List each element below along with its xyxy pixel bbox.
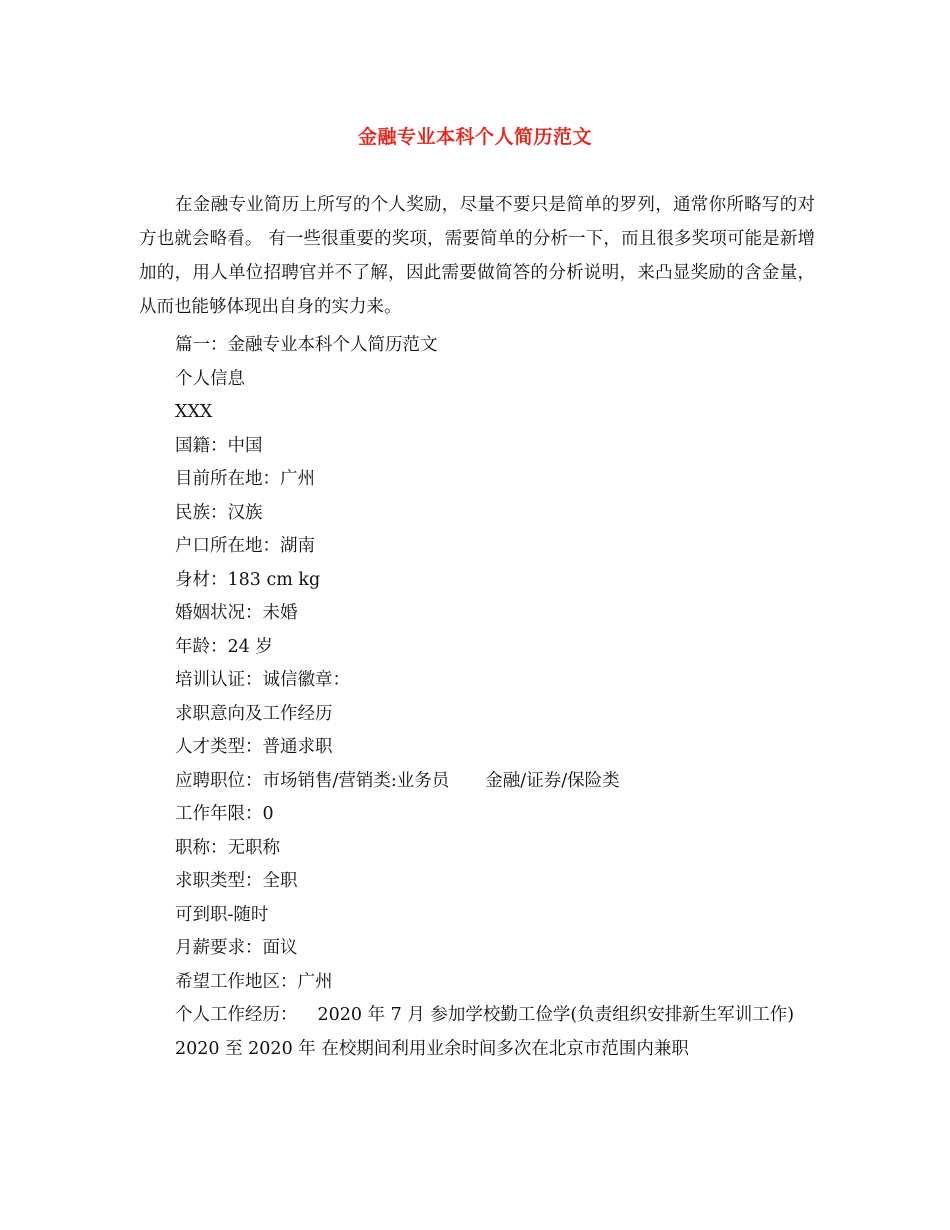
- talent-type-line: 人才类型：普通求职: [175, 737, 333, 757]
- nationality-line: 国籍：中国: [175, 435, 263, 456]
- resume-lines: [139, 329, 815, 1066]
- document-title: 金融专业本科个人简历范文: [357, 126, 592, 148]
- location-line: 目前所在地：广州: [175, 469, 315, 489]
- experience-line-1: [139, 999, 815, 1033]
- age-line: 年龄：24 岁: [175, 636, 273, 657]
- experience-entry-1: 2020 年 7 月 参加学校勤工俭学(负责组织安排新生军训工作): [317, 1005, 795, 1025]
- salary-line: 月薪要求：面议: [175, 938, 298, 958]
- name-line: XXX: [175, 402, 213, 422]
- intro-paragraph: 在金融专业简历上所写的个人奖励，尽量不要只是简单的罗列，通常你所略写的对方也就会略看。 有一些很重要的奖项，需要简单的分析一下，而且很多奖项可能是新增加的，用人单位招聘官并不了解，因此需要做简答的分析说明，来凸显奖励的含金量，从而也能够体现出自身的实力来。: [139, 195, 815, 317]
- job-type-line: 求职类型：全职: [175, 871, 298, 891]
- physique-line: 身材：183 cm kg: [175, 569, 321, 590]
- marital-line: 婚姻状况：未婚: [175, 603, 298, 623]
- title-rank-line: 职称：无职称: [175, 837, 280, 858]
- position-primary: 应聘职位：市场销售/营销类:业务员: [175, 770, 450, 791]
- job-intent-heading: 求职意向及工作经历: [175, 703, 333, 724]
- availability-line: 可到职-随时: [175, 904, 269, 925]
- experience-line-2: 2020 至 2020 年 在校期间利用业余时间多次在北京市范围内兼职: [175, 1038, 689, 1059]
- position-line: [139, 765, 815, 799]
- hukou-line: 户口所在地：湖南: [175, 536, 315, 556]
- ethnicity-line: 民族：汉族: [175, 502, 263, 523]
- area-line: 希望工作地区：广州: [175, 971, 333, 992]
- experience-label: 个人工作经历：: [175, 1005, 298, 1025]
- section-heading: 篇一：金融专业本科个人简历范文: [175, 335, 438, 355]
- years-line: 工作年限：0: [175, 804, 274, 824]
- training-line: 培训认证：诚信徽章：: [175, 670, 350, 690]
- position-secondary: 金融/证券/保险类: [485, 770, 620, 791]
- personal-info-heading: 个人信息: [175, 368, 245, 389]
